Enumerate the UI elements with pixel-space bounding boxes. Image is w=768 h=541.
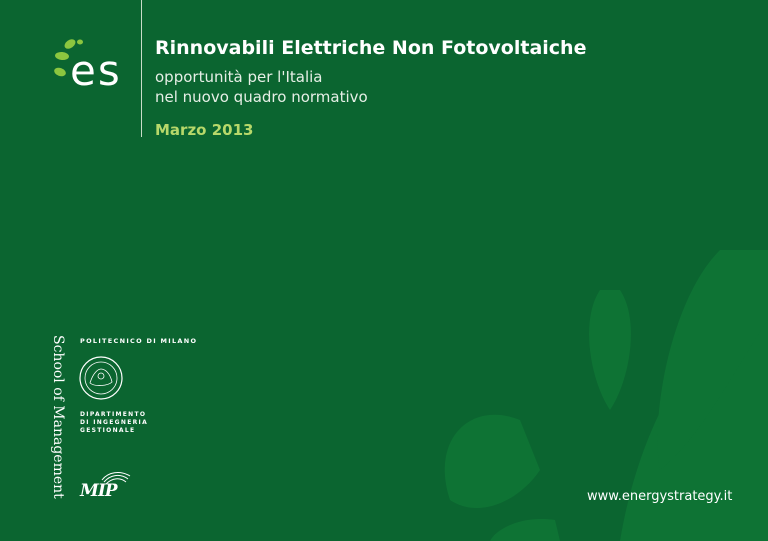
department-line-3: GESTIONALE [80, 427, 136, 434]
subtitle-line-2: nel nuovo quadro normativo [155, 88, 368, 106]
publication-date: Marzo 2013 [155, 121, 254, 139]
logo-wordmark: es [70, 46, 122, 95]
politecnico-seal-icon [78, 355, 124, 401]
website-link[interactable]: www.energystrategy.it [587, 489, 733, 504]
document-title: Rinnovabili Elettriche Non Fotovoltaiche [155, 37, 587, 59]
subtitle-line-1: opportunità per l'Italia [155, 68, 323, 86]
department-line-2: DI INGEGNERIA [80, 419, 149, 426]
document-subtitle [155, 67, 368, 107]
header-divider-line [141, 0, 142, 137]
mip-wordmark: MIP [80, 481, 117, 501]
school-of-management-label: School of Management [50, 335, 66, 499]
department-name [80, 411, 148, 435]
university-name: POLITECNICO DI MILANO [80, 337, 198, 345]
department-line-1: DIPARTIMENTO [80, 411, 147, 418]
